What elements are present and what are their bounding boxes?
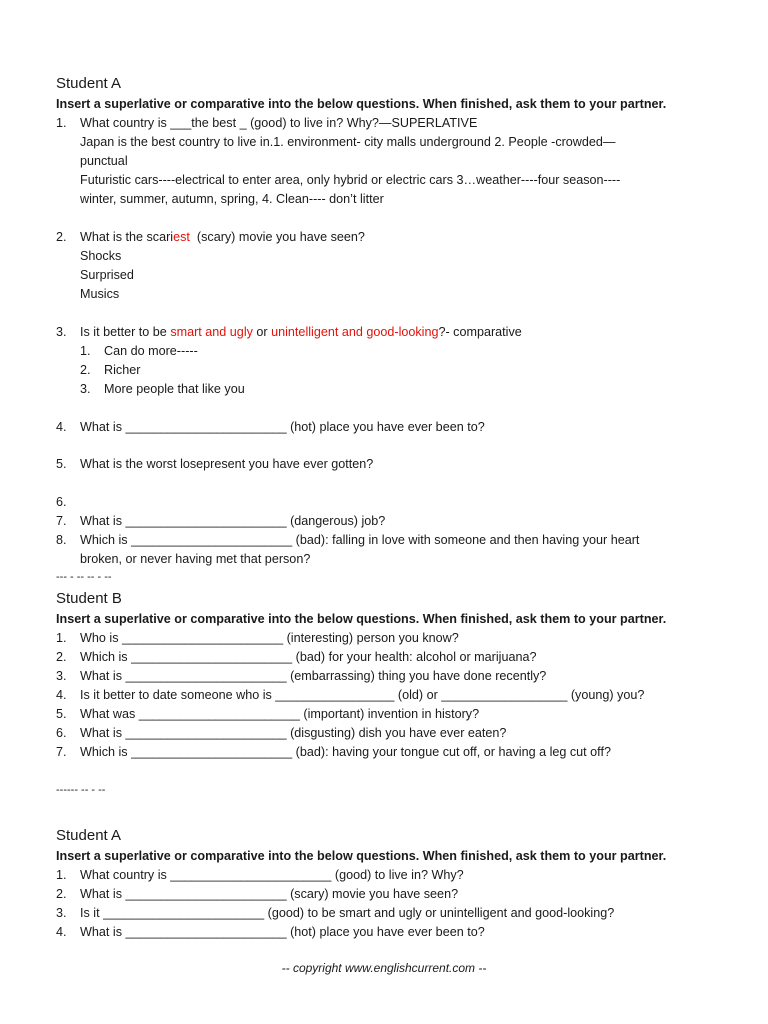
question-text: ?- comparative [438, 325, 522, 339]
answer-line: Surprised [80, 268, 134, 282]
question-number: 1. [56, 116, 67, 130]
sub-number: 2. [80, 363, 91, 377]
question-text: What is _______________________ (dangerous) job? [80, 514, 386, 528]
sub-text: More people that like you [104, 382, 245, 396]
question-1 [56, 631, 459, 645]
question-1 [56, 116, 477, 130]
question-number: 4. [56, 420, 67, 434]
question-5 [56, 457, 373, 471]
answer-line: punctual [80, 154, 128, 168]
question-text: Which is _______________________ (bad): falling in love with someone and then having your heart [80, 533, 640, 547]
question-text: What is the worst losepresent you have ever gotten? [80, 457, 374, 471]
instruction: Insert a superlative or comparative into the below questions. When finished, ask them to your partner. [56, 97, 667, 111]
question-text: Is it better to be [80, 325, 171, 339]
question-number: 5. [56, 707, 67, 721]
question-number: 1. [56, 868, 67, 882]
question-number: 6. [56, 495, 67, 509]
sub-answer [80, 344, 198, 358]
question-1 [56, 868, 464, 882]
question-3 [56, 669, 546, 683]
question-text: (scary) movie you have seen? [189, 230, 365, 244]
answer-line: Futuristic cars----electrical to enter area, only hybrid or electric cars 3…weather----four season---- [80, 173, 621, 187]
question-number: 5. [56, 457, 67, 471]
question-text: What country is _______________________ (good) to live in? Why? [80, 868, 464, 882]
question-number: 3. [56, 325, 67, 339]
question-number: 8. [56, 533, 67, 547]
section-title-student-a: Student A [56, 75, 122, 92]
sub-text: Richer [104, 363, 141, 377]
question-number: 3. [56, 669, 67, 683]
question-3 [56, 325, 522, 339]
section-title-student-a: Student A [56, 827, 122, 844]
question-6 [56, 726, 506, 740]
instruction: Insert a superlative or comparative into the below questions. When finished, ask them to your partner. [56, 849, 667, 863]
question-text: What is _______________________ (scary) movie you have seen? [80, 887, 459, 901]
question-5 [56, 707, 479, 721]
question-2 [56, 887, 458, 901]
question-number: 2. [56, 887, 67, 901]
separator: --- - -- -- - -- [56, 571, 112, 583]
question-number: 3. [56, 906, 67, 920]
question-text: Is it better to date someone who is _________________ (old) or __________________ (young) you? [80, 688, 645, 702]
question-text: What is the scari [80, 230, 174, 244]
instruction: Insert a superlative or comparative into the below questions. When finished, ask them to your partner. [56, 612, 667, 626]
question-text: What is _______________________ (hot) place you have ever been to? [80, 420, 485, 434]
question-number: 7. [56, 514, 67, 528]
question-8 [56, 533, 639, 547]
highlight-text: unintelligent and good-looking [271, 325, 439, 339]
answer-line: Shocks [80, 249, 122, 263]
sub-number: 1. [80, 344, 91, 358]
question-text: What was _______________________ (important) invention in history? [80, 707, 480, 721]
question-text: Which is _______________________ (bad) for your health: alcohol or marijuana? [80, 650, 537, 664]
question-4 [56, 688, 644, 702]
answer-line: Japan is the best country to live in.1. environment- city malls underground 2. People -crowded— [80, 135, 616, 149]
question-4 [56, 420, 485, 434]
answer-line: Musics [80, 287, 120, 301]
question-2 [56, 230, 365, 244]
question-text: What is _______________________ (hot) place you have ever been to? [80, 925, 485, 939]
question-6 [56, 495, 80, 509]
highlight-text: smart and ugly [170, 325, 253, 339]
sub-text: Can do more----- [104, 344, 198, 358]
question-3 [56, 906, 614, 920]
question-number: 4. [56, 688, 67, 702]
question-text: What is _______________________ (disgusting) dish you have ever eaten? [80, 726, 507, 740]
sub-answer [80, 363, 140, 377]
section-title-student-b: Student B [56, 590, 122, 607]
question-number: 4. [56, 925, 67, 939]
question-number: 2. [56, 650, 67, 664]
question-text: What country is ___the best _ (good) to live in? Why?—SUPERLATIVE [80, 116, 478, 130]
question-number: 7. [56, 745, 67, 759]
separator: ------ -- - -- [56, 784, 106, 796]
sub-answer [80, 382, 245, 396]
copyright-footer: -- copyright www.englishcurrent.com -- [281, 961, 487, 975]
question-text: What is _______________________ (embarrassing) thing you have done recently? [80, 669, 547, 683]
question-7 [56, 514, 385, 528]
question-text: or [252, 325, 272, 339]
question-number: 2. [56, 230, 67, 244]
question-text: Is it _______________________ (good) to be smart and ugly or unintelligent and good-looking? [80, 906, 615, 920]
question-number: 6. [56, 726, 67, 740]
highlight-text: est [173, 230, 190, 244]
question-text: Who is _______________________ (interesting) person you know? [80, 631, 459, 645]
question-7 [56, 745, 611, 759]
question-number: 1. [56, 631, 67, 645]
sub-number: 3. [80, 382, 91, 396]
question-2 [56, 650, 537, 664]
answer-line: winter, summer, autumn, spring, 4. Clean---- don’t litter [80, 192, 384, 206]
question-4 [56, 925, 485, 939]
question-continuation: broken, or never having met that person? [80, 552, 311, 566]
question-text: Which is _______________________ (bad): having your tongue cut off, or having a leg cut off? [80, 745, 611, 759]
